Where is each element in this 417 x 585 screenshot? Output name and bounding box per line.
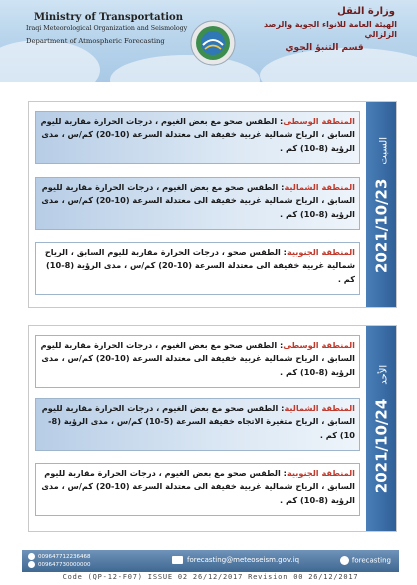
- region-name: المنطقة الجنوبية: [286, 247, 355, 257]
- region-text: : الطقس صحو مع بعض الغيوم ، درجات الحرارة مقاربة لليوم السابق ، الرياح شمالية غربية خفيفة الى معتدلة السرعة (10-20) كم/س ، مدى الرؤية (8-10) كم .: [40, 116, 355, 153]
- phone-icon: [28, 561, 35, 568]
- cloud-decoration: [0, 40, 100, 82]
- organization-logo-icon: [190, 20, 236, 66]
- header-english: [26, 12, 191, 45]
- region-name: المنطقة الوسطى: [283, 116, 355, 126]
- region-name: المنطقة الشمالية: [284, 403, 355, 413]
- date-band: [366, 102, 396, 307]
- email-contact[interactable]: [172, 556, 299, 564]
- phone-number: 009647712236468: [38, 554, 91, 560]
- organization-name-ar: الهيئة العامة للانواء الجوية والرصد الزلزالي: [264, 20, 397, 39]
- forecast-date: 2021/10/23: [372, 178, 391, 273]
- region-name: المنطقة الشمالية: [284, 182, 355, 192]
- bulletin-footer: [0, 548, 417, 585]
- web-handle: forecasting: [351, 556, 391, 565]
- day-forecast-block: [28, 325, 397, 532]
- phone-contacts: [28, 553, 138, 569]
- region-name: المنطقة الوسطى: [283, 340, 355, 350]
- email-address: forecasting@meteoseism.gov.iq: [187, 556, 300, 564]
- region-text: : الطقس صحو مع بعض الغيوم ، درجات الحرارة مقاربة لليوم السابق ، الرياح شمالية غربية خفيفة الى معتدلة السرعة (10-20) كم/س ، مدى الرؤية (8-10) كم .: [41, 182, 355, 219]
- department-name-ar: قسم التنبؤ الجوي: [285, 43, 364, 53]
- region-forecast-north: [35, 177, 360, 230]
- department-name-en: Department of Atmospheric Forecasting: [26, 36, 165, 45]
- cloud-decoration: [260, 48, 417, 82]
- region-text: : الطقس صحو مع بعض الغيوم ، درجات الحرارة مقاربة لليوم السابق ، الرياح شمالية غربية خفيفة الى معتدلة السرعة (10-20) كم/س ، مدى الرؤية (8-10) كم .: [40, 340, 355, 377]
- bulletin-header: [0, 0, 417, 82]
- phone-number: 009647730000000: [38, 562, 91, 569]
- cloud-decoration: [110, 55, 260, 82]
- document-code: Code (QP-12-F07) ISSUE 02 26/12/2017 Revision 00 26/12/2017: [62, 573, 359, 581]
- ministry-name-en: Ministry of Transportation: [34, 12, 183, 23]
- forecast-day-name: الأحد: [378, 364, 390, 385]
- email-icon: [172, 556, 183, 564]
- region-forecast-central: [35, 111, 360, 164]
- ministry-name-ar: وزارة النقل: [337, 6, 395, 17]
- region-forecast-north: [35, 398, 360, 451]
- contact-bar: [22, 550, 399, 572]
- social-icon: [340, 556, 349, 565]
- region-text: : الطقس صحو ، درجات الحرارة مقاربة لليوم السابق ، الرياح شمالية غربية خفيفة الى معتدلة السرعة (10-20) كم/س ، مدى الرؤية (8-10) كم .: [44, 247, 355, 284]
- forecast-date: 2021/10/24: [372, 398, 391, 493]
- region-name: المنطقة الجنوبية: [286, 468, 355, 478]
- organization-name-en: Iraqi Meteorological Organization and Seismology: [26, 25, 188, 32]
- region-text: : الطقس صحو مع بعض الغيوم ، درجات الحرارة مقاربة لليوم السابق ، الرياح متغيرة الاتجاه خفيفة السرعة (5-10) كم/س ، مدى الرؤية (8-10) كم .: [41, 403, 355, 440]
- region-forecast-south: [35, 463, 360, 516]
- day-forecast-block: [28, 101, 397, 308]
- date-band: [366, 326, 396, 531]
- region-forecast-central: [35, 335, 360, 388]
- region-forecast-south: [35, 242, 360, 295]
- date-label: [372, 136, 391, 272]
- phone-icon: [28, 553, 35, 560]
- web-contact[interactable]: [340, 556, 391, 565]
- forecast-day-name: السبت: [378, 136, 390, 165]
- region-text: : الطقس صحو مع بعض الغيوم ، درجات الحرارة مقاربة لليوم السابق ، الرياح شمالية غربية خفيفة الى معتدلة السرعة (10-20) كم/س ، مدى الرؤية (8-10) كم .: [41, 468, 355, 505]
- header-arabic: [252, 6, 397, 53]
- date-label: [372, 364, 391, 492]
